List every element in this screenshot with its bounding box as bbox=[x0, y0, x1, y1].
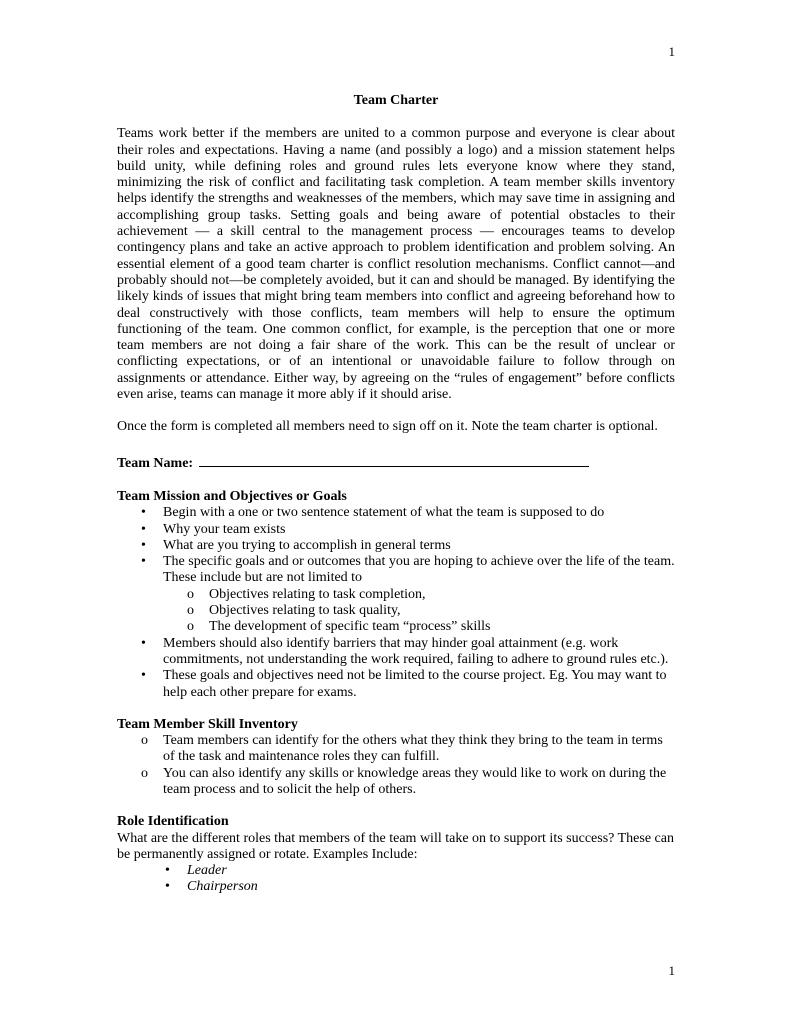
document-body bbox=[117, 93, 675, 896]
list-item-text: Begin with a one or two sentence statement of what the team is supposed to do bbox=[163, 505, 605, 521]
roles-heading: Role Identification bbox=[117, 814, 229, 830]
sub-list-item-text: The development of specific team “process” skills bbox=[209, 619, 491, 635]
list-item-text: Team members can identify for the others what they think they bring to the team in terms of the task and maintenance roles they can fulfill. bbox=[163, 733, 663, 765]
list-item bbox=[117, 505, 675, 521]
bullet-icon: • bbox=[141, 521, 146, 537]
mission-sub-list bbox=[163, 587, 675, 636]
completion-note: Once the form is completed all members need to sign off on it. Note the team charter is optional. bbox=[117, 419, 658, 435]
sub-list-item bbox=[163, 619, 675, 635]
sub-list-item-text: Objectives relating to task quality, bbox=[209, 603, 401, 619]
list-item-text: The specific goals and or outcomes that you are hoping to achieve over the life of the team. These include but are not limited to bbox=[163, 554, 675, 586]
list-item bbox=[117, 554, 675, 635]
list-item-text: You can also identify any skills or knowledge areas they would like to work on during the team process and to solicit the help of others. bbox=[163, 765, 667, 797]
list-item-text: These goals and objectives need not be limited to the course project. Eg. You may want to help each other prepare for exams. bbox=[163, 668, 667, 700]
circle-bullet-icon: o bbox=[187, 619, 194, 635]
sub-list-item bbox=[163, 603, 675, 619]
list-item bbox=[117, 863, 675, 879]
roles-list bbox=[117, 863, 675, 896]
list-item bbox=[117, 522, 675, 538]
list-item-text: Chairperson bbox=[187, 879, 258, 895]
list-item-text: Members should also identify barriers that may hinder goal attainment (e.g. work commitments, not understanding the work required, failing to adhere to ground rules etc.). bbox=[163, 635, 669, 667]
circle-bullet-icon: o bbox=[141, 733, 148, 749]
page-number-bottom: 1 bbox=[668, 963, 675, 978]
bullet-icon: • bbox=[141, 554, 146, 570]
page-number-top: 1 bbox=[668, 44, 675, 59]
sub-list-item-text: Objectives relating to task completion, bbox=[209, 586, 426, 602]
bullet-icon: • bbox=[141, 635, 146, 651]
skills-list bbox=[117, 733, 675, 798]
list-item-text: What are you trying to accomplish in general terms bbox=[163, 537, 451, 553]
circle-bullet-icon: o bbox=[187, 603, 194, 619]
page-title: Team Charter bbox=[353, 93, 439, 108]
list-item bbox=[117, 766, 675, 799]
list-item bbox=[117, 879, 675, 895]
list-item bbox=[117, 538, 675, 554]
list-item bbox=[117, 733, 675, 766]
team-name-field[interactable] bbox=[199, 453, 589, 467]
circle-bullet-icon: o bbox=[187, 586, 194, 602]
skills-heading: Team Member Skill Inventory bbox=[117, 716, 298, 732]
bullet-icon: • bbox=[141, 537, 146, 553]
team-name-label: Team Name: bbox=[117, 455, 194, 471]
list-item bbox=[117, 636, 675, 669]
circle-bullet-icon: o bbox=[141, 765, 148, 781]
list-item-text: Why your team exists bbox=[163, 521, 286, 537]
bullet-icon: • bbox=[141, 505, 146, 521]
sub-list-item bbox=[163, 587, 675, 603]
roles-paragraph: What are the different roles that members of the team will take on to support its success? These can be permanently assigned or rotate. Examples Include: bbox=[117, 830, 674, 862]
list-item-text: Leader bbox=[187, 863, 227, 879]
list-item bbox=[117, 668, 675, 701]
mission-list bbox=[117, 505, 675, 701]
bullet-icon: • bbox=[141, 668, 146, 684]
mission-heading: Team Mission and Objectives or Goals bbox=[117, 488, 347, 504]
bullet-icon: • bbox=[165, 863, 170, 879]
intro-paragraph: Teams work better if the members are united to a common purpose and everyone is clear about their roles and expectations. Having a name (and possibly a logo) and a mission statement helps build unity, while defining roles and ground rules lets everyone know where they stand, minimizing the risk of conflict and facilitating task completion. A team member skills inventory helps identify the strengths and weaknesses of the members, which may save time in assigning and accomplishing group tasks. Setting goals and being aware of potential obstacles to their achievement — a skill central to the management process — encourages teams to develop contingency plans and take an active approach to problem identification and problem solving. An essential element of a good team charter is conflict resolution mechanisms. Conflict cannot—and probably should not—be completely avoided, but it can and should be managed. By identifying the likely kinds of issues that might bring team members into conflict and agreeing beforehand how to deal constructively with those conflicts, team members will help to ensure the optimum functioning of the team. One common conflict, for example, is the perception that one or more team members are not doing a fair share of the work. This can be the result of unclear or conflicting expectations, or of an intentional or unavoidable failure to follow through on assignments or attendance. Either way, by agreeing on the “rules of engagement” before conflicts even arise, teams can manage it more ably if it should arise. bbox=[117, 126, 675, 403]
bullet-icon: • bbox=[165, 879, 170, 895]
team-name-line bbox=[117, 453, 675, 472]
